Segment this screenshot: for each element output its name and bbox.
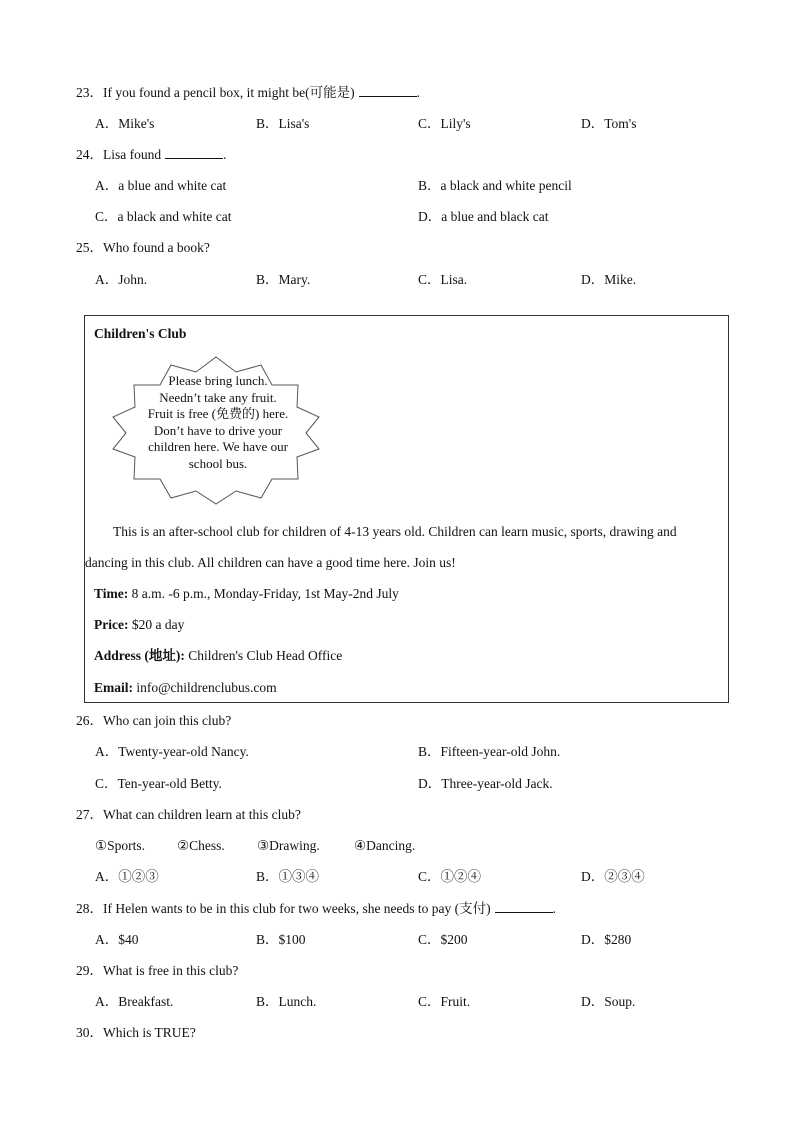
option-d[interactable]: D．a blue and black cat bbox=[418, 209, 549, 224]
option-b[interactable]: B．$100 bbox=[256, 932, 306, 947]
item-2: ②Chess. bbox=[177, 838, 225, 853]
starburst-line: school bus. bbox=[188, 455, 248, 471]
question-text: What can children learn at this club? bbox=[103, 807, 301, 822]
item-4: ④Dancing. bbox=[354, 838, 416, 853]
notice-price bbox=[94, 616, 184, 634]
question-number: 28． bbox=[76, 901, 103, 916]
option-a[interactable]: A．Twenty-year-old Nancy. bbox=[95, 744, 249, 759]
question-number: 27． bbox=[76, 807, 103, 822]
option-c[interactable]: C．a black and white cat bbox=[95, 209, 232, 224]
field-value: info@childrenclubus.com bbox=[133, 680, 277, 695]
question-27 bbox=[76, 806, 301, 824]
question-text: Who can join this club? bbox=[103, 713, 232, 728]
question-28: 28．If Helen wants to be in this club for two weeks, she needs to pay (支付) . bbox=[76, 901, 557, 916]
field-value: Children's Club Head Office bbox=[184, 648, 343, 663]
question-26 bbox=[76, 712, 231, 730]
option-d[interactable]: D．Mike. bbox=[581, 272, 637, 287]
question-30 bbox=[76, 1024, 196, 1042]
question-text: Which is TRUE? bbox=[103, 1025, 196, 1040]
answer-blank[interactable] bbox=[495, 900, 553, 913]
option-a[interactable]: A．$40 bbox=[95, 932, 139, 947]
notice-time bbox=[94, 585, 399, 603]
notice-email bbox=[94, 679, 277, 697]
question-number: 30． bbox=[76, 1025, 103, 1040]
field-label: Address (地址): bbox=[94, 648, 185, 663]
question-23: 23．If you found a pencil box, it might be(可能是) . bbox=[76, 85, 420, 100]
option-a[interactable]: A．John. bbox=[95, 272, 148, 287]
question-25 bbox=[76, 239, 210, 257]
field-label: Price: bbox=[94, 617, 129, 632]
option-c[interactable]: C．Fruit. bbox=[418, 994, 471, 1009]
field-value: 8 a.m. -6 p.m., Monday-Friday, 1st May-2nd July bbox=[128, 586, 399, 601]
option-a[interactable]: A．Mike's bbox=[95, 116, 155, 131]
starburst-text bbox=[128, 373, 308, 472]
option-b[interactable]: B．a black and white pencil bbox=[418, 178, 572, 193]
starburst-line: Don’t have to drive your bbox=[153, 422, 283, 438]
question-text: If you found a pencil box, it might be(可能是) bbox=[103, 85, 355, 100]
field-value: $20 a day bbox=[128, 617, 185, 632]
starburst-line: Fruit is free (免费的) here. bbox=[147, 406, 289, 421]
answer-blank[interactable] bbox=[165, 146, 223, 159]
option-b[interactable]: B．Lunch. bbox=[256, 994, 317, 1009]
option-c[interactable]: C．Lily's bbox=[418, 116, 471, 131]
answer-blank[interactable] bbox=[359, 84, 417, 97]
option-b[interactable]: B．Fifteen-year-old John. bbox=[418, 744, 561, 759]
question-text: Who found a book? bbox=[103, 240, 210, 255]
option-c[interactable]: C．$200 bbox=[418, 932, 468, 947]
field-label: Email: bbox=[94, 680, 133, 695]
option-a[interactable]: A．a blue and white cat bbox=[95, 178, 227, 193]
option-d[interactable]: D．②③④ bbox=[581, 869, 645, 884]
starburst-line: Please bring lunch. bbox=[168, 373, 268, 388]
notice-title: Children's Club bbox=[94, 326, 187, 341]
option-b[interactable]: B．Mary. bbox=[256, 272, 311, 287]
notice-address bbox=[94, 647, 342, 665]
option-c[interactable]: C．①②④ bbox=[418, 869, 482, 884]
option-c[interactable]: C．Ten-year-old Betty. bbox=[95, 776, 222, 791]
field-label: Time: bbox=[94, 586, 129, 601]
question-24: 24．Lisa found . bbox=[76, 147, 227, 162]
question-29 bbox=[76, 962, 238, 980]
question-text: What is free in this club? bbox=[103, 963, 239, 978]
option-a[interactable]: A．①②③ bbox=[95, 869, 159, 884]
starburst-line: children here. We have our bbox=[148, 439, 288, 454]
item-1: ①Sports. bbox=[95, 838, 145, 853]
option-d[interactable]: D．Tom's bbox=[581, 116, 637, 131]
question-number: 26． bbox=[76, 713, 103, 728]
notice-paragraph-line-1: This is an after-school club for children of 4-13 years old. Children can learn music, sports, drawing and bbox=[113, 524, 677, 539]
question-number: 25． bbox=[76, 240, 103, 255]
option-a[interactable]: A．Breakfast. bbox=[95, 994, 174, 1009]
option-b[interactable]: B．①③④ bbox=[256, 869, 320, 884]
item-3: ③Drawing. bbox=[257, 838, 320, 853]
question-number: 24． bbox=[76, 147, 103, 162]
option-d[interactable]: D．Three-year-old Jack. bbox=[418, 776, 553, 791]
question-number: 29． bbox=[76, 963, 103, 978]
option-d[interactable]: D．Soup. bbox=[581, 994, 636, 1009]
option-b[interactable]: B．Lisa's bbox=[256, 116, 310, 131]
option-d[interactable]: D．$280 bbox=[581, 932, 632, 947]
question-number: 23． bbox=[76, 85, 103, 100]
question-text: If Helen wants to be in this club for two weeks, she needs to pay (支付) bbox=[103, 901, 491, 916]
option-c[interactable]: C．Lisa. bbox=[418, 272, 468, 287]
starburst-line: Needn’t take any fruit. bbox=[159, 389, 277, 405]
question-text: Lisa found bbox=[103, 147, 162, 162]
notice-paragraph-line-2: dancing in this club. All children can have a good time here. Join us! bbox=[85, 555, 456, 570]
